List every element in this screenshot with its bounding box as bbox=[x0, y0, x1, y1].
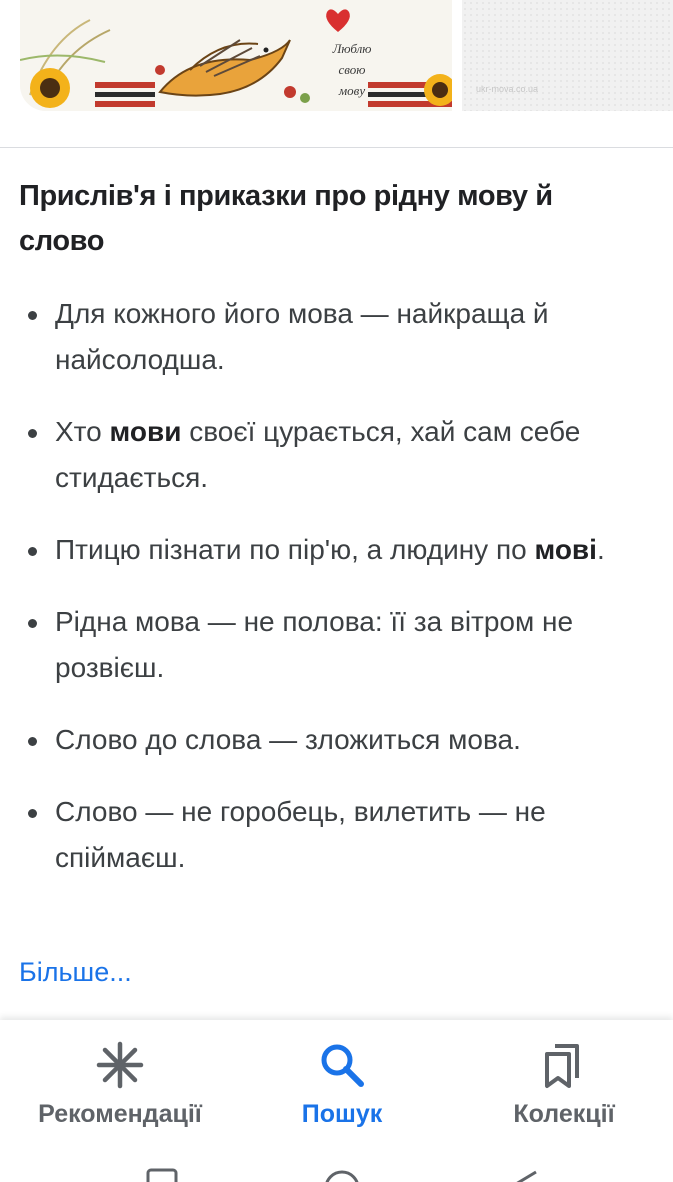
nav-label-collections: Колекції bbox=[513, 1100, 615, 1128]
image-caption: Люблю свою мову bbox=[332, 41, 372, 98]
folk-art-illustration bbox=[20, 0, 452, 111]
list-item: Птицю пізнати по пір'ю, а людину по мові. bbox=[0, 527, 673, 573]
nav-label-recommendations: Рекомендації bbox=[38, 1100, 202, 1128]
recent-apps-icon bbox=[148, 1170, 176, 1182]
bookmarks-icon bbox=[539, 1040, 589, 1090]
sunflower-icon bbox=[30, 68, 70, 108]
proverbs-list bbox=[0, 291, 673, 907]
section-title: Прислів'я і приказки про рідну мову й слово bbox=[19, 180, 553, 257]
image-result-secondary[interactable] bbox=[462, 0, 673, 111]
image-results-strip bbox=[0, 0, 673, 112]
back-icon bbox=[516, 1172, 536, 1182]
list-item: Слово — не горобець, вилетить — не спіймаєш. bbox=[0, 789, 673, 881]
highlighted-term: мови bbox=[109, 416, 182, 447]
list-item: Слово до слова — зложиться мова. bbox=[0, 717, 673, 763]
more-link[interactable]: Більше... bbox=[19, 957, 132, 987]
list-item: Для кожного його мова — найкраща й найсолодша. bbox=[0, 291, 673, 383]
image-watermark: ukr-mova.co.ua bbox=[476, 84, 539, 94]
search-icon bbox=[317, 1040, 367, 1090]
nav-item-collections[interactable] bbox=[452, 1020, 673, 1140]
home-icon bbox=[326, 1172, 358, 1182]
nav-item-search[interactable] bbox=[230, 1020, 454, 1140]
nav-item-recommendations[interactable] bbox=[8, 1020, 232, 1140]
list-item: Рідна мова — не полова: її за вітром не розвієш. bbox=[0, 599, 673, 691]
bottom-navigation bbox=[0, 1020, 673, 1182]
image-result-main[interactable] bbox=[20, 0, 452, 111]
nav-label-search: Пошук bbox=[301, 1100, 383, 1128]
texture-image bbox=[462, 0, 673, 111]
system-navigation-bar bbox=[0, 1160, 673, 1182]
section-divider bbox=[0, 147, 673, 148]
highlighted-term: мові bbox=[534, 534, 597, 565]
asterisk-icon bbox=[95, 1040, 145, 1090]
list-item: Хто мови своєї цурається, хай сам себе стидається. bbox=[0, 409, 673, 501]
